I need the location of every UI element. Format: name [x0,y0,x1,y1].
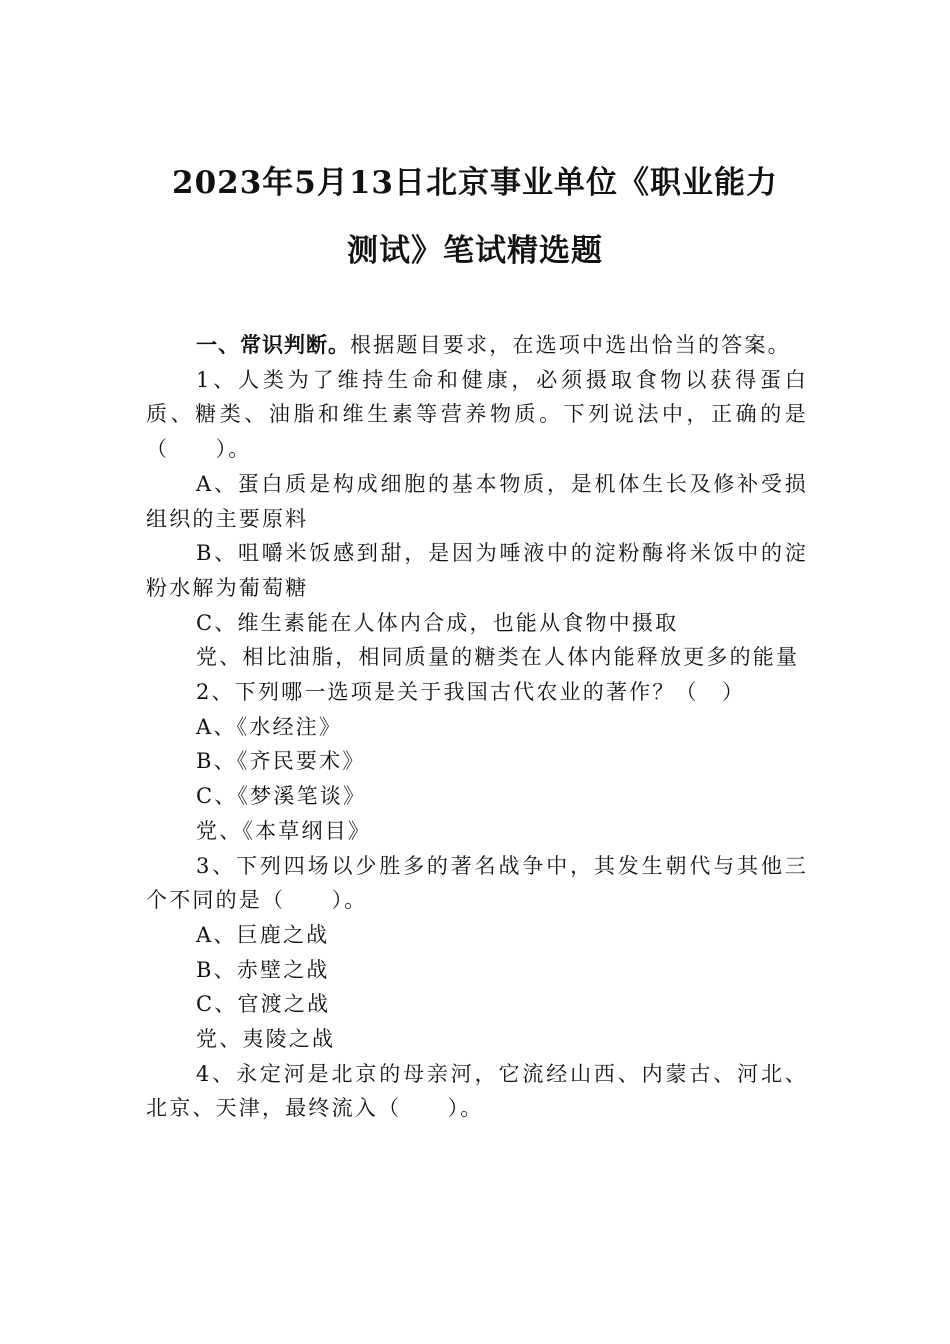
question-1-option-c: C、维生素能在人体内合成，也能从食物中摄取 [196,610,679,635]
question-1-option-b: B、咀嚼米饭感到甜，是因为唾液中的淀粉酶将米饭中的淀粉水解为葡萄糖 [146,541,808,600]
question-3-option-c: C、官渡之战 [196,992,331,1017]
question-3-option-b: B、赤壁之战 [196,957,330,982]
question-4-stem: 4、永定河是北京的母亲河，它流经山西、内蒙古、河北、北京、天津，最终流入（ ）。 [146,1061,808,1121]
question-1-option-d: 党、相比油脂，相同质量的糖类在人体内能释放更多的能量 [196,645,800,670]
question-1-option-a: A、蛋白质是构成细胞的基本物质，是机体生长及修补受损组织的主要原料 [146,471,808,531]
question-2-option-d: 党、《本草纲目》 [196,818,372,843]
question-1-stem: 1、人类为了维持生命和健康，必须摄取食物以获得蛋白质、糖类、油脂和维生素等营养物质。下列说法中，正确的是（ ）。 [146,367,808,462]
question-2-option-a: A、《水经注》 [196,714,343,739]
section-instruction: 根据题目要求，在选项中选出恰当的答案。 [350,333,791,357]
document-title-line-1: 2023年5月13日北京事业单位《职业能力 [172,165,778,201]
section-intro [146,328,808,363]
question-3-stem: 3、下列四场以少胜多的著名战争中，其发生朝代与其他三个不同的是（ ）。 [146,853,808,913]
question-2-stem: 2、下列哪一选项是关于我国古代农业的著作？（ ） [196,680,746,705]
question-3-option-a: A、巨鹿之战 [196,922,330,947]
question-2-option-c: C、《梦溪笔谈》 [196,784,367,809]
document-body [146,328,808,1126]
section-heading: 一、常识判断。 [196,333,350,357]
question-2-option-b: B、《齐民要术》 [196,749,366,774]
question-3-option-d: 党、夷陵之战 [196,1027,336,1052]
document-title-line-2: 测试》笔试精选题 [347,233,603,269]
